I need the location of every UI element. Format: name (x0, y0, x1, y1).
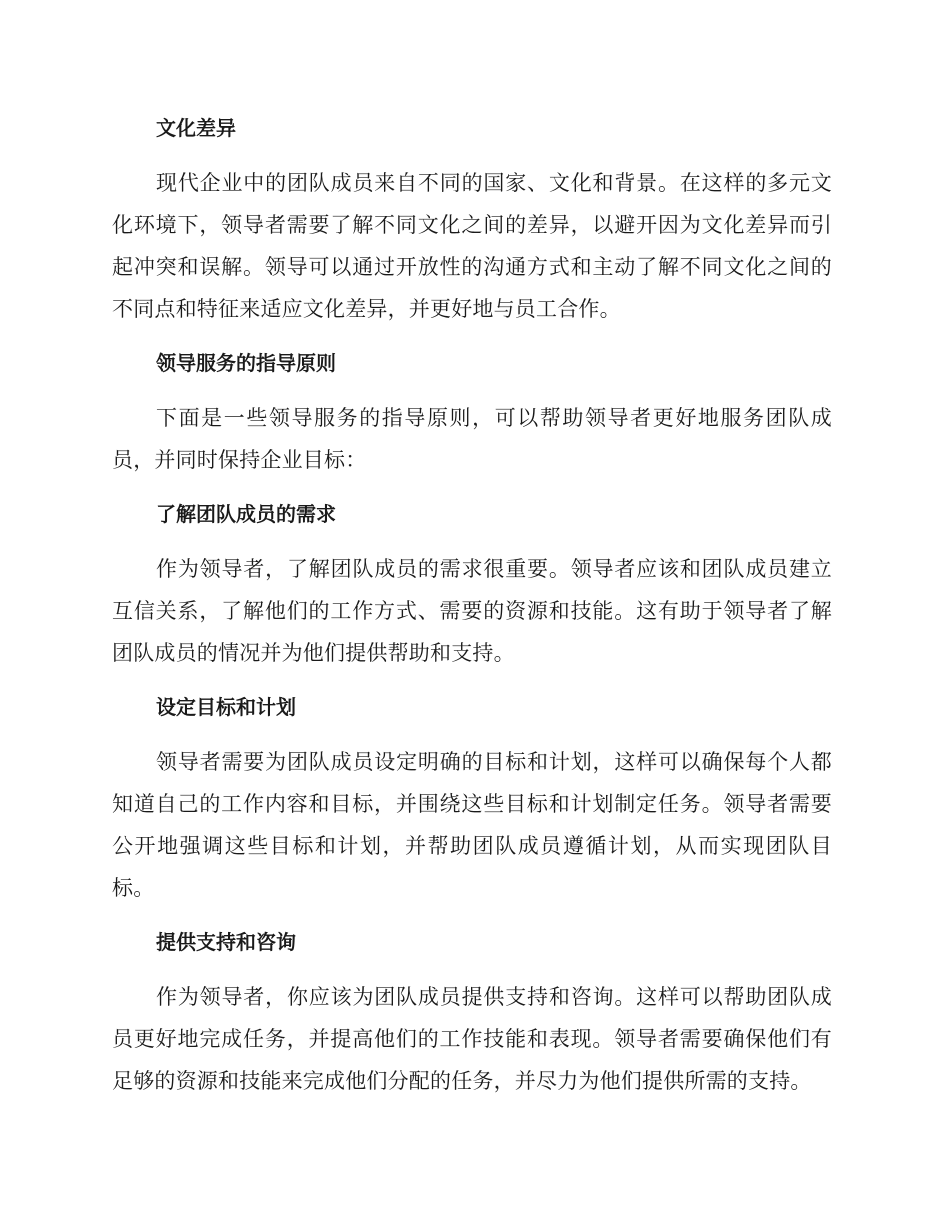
document-body (112, 108, 832, 1102)
section-paragraph-understand-needs: 作为领导者，了解团队成员的需求很重要。领导者应该和团队成员建立互信关系，了解他们的工作方式、需要的资源和技能。这有助于领导者了解团队成员的情况并为他们提供帮助和支持。 (112, 557, 832, 665)
section-heading-leadership-principles: 领导服务的指导原则 (156, 351, 336, 375)
section-paragraph-cultural-differences: 现代企业中的团队成员来自不同的国家、文化和背景。在这样的多元文化环境下，领导者需要了解不同文化之间的差异，以避开因为文化差异而引起冲突和误解。领导可以通过开放性的沟通方式和主动了解不同文化之间的不同点和特征来适应文化差异，并更好地与员工合作。 (112, 171, 832, 321)
section-paragraph-set-goals: 领导者需要为团队成员设定明确的目标和计划，这样可以确保每个人都知道自己的工作内容和目标，并围绕这些目标和计划制定任务。领导者需要公开地强调这些目标和计划，并帮助团队成员遵循计划，从而实现团队目标。 (112, 750, 832, 900)
section-paragraph-support-consulting: 作为领导者，你应该为团队成员提供支持和咨询。这样可以帮助团队成员更好地完成任务，并提高他们的工作技能和表现。领导者需要确保他们有足够的资源和技能来完成他们分配的任务，并尽力为他们提供所需的支持。 (112, 985, 832, 1093)
section-heading-set-goals: 设定目标和计划 (156, 695, 296, 719)
section-heading-understand-needs: 了解团队成员的需求 (156, 502, 336, 526)
section-heading-cultural-differences: 文化差异 (156, 116, 236, 140)
section-paragraph-leadership-principles: 下面是一些领导服务的指导原则，可以帮助领导者更好地服务团队成员，并同时保持企业目标： (112, 406, 832, 472)
section-heading-support-consulting: 提供支持和咨询 (156, 930, 296, 954)
